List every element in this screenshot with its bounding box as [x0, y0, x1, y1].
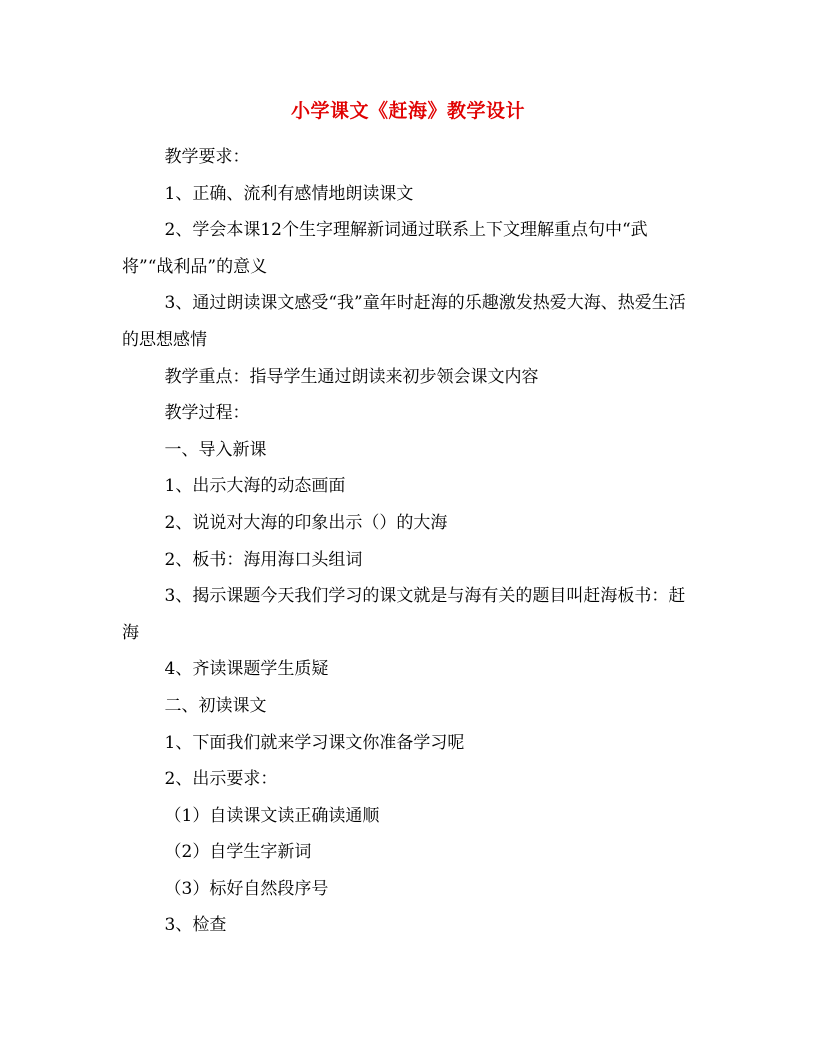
- paragraph-step-1-1: 1、出示大海的动态画面: [164, 476, 346, 497]
- paragraph-step-2-3: 3、检查: [164, 915, 227, 936]
- document-body: [122, 139, 694, 944]
- paragraph-teaching-requirements-heading: 教学要求：: [164, 147, 250, 167]
- paragraph-step-2-1: 1、下面我们就来学习课文你准备学习呢: [164, 732, 465, 753]
- paragraph-requirement-3: 3、通过朗读课文感受“我”童年时赶海的乐趣激发热爱大海、热爱生活的思想感情: [122, 293, 686, 350]
- paragraph-substep-1: （1）自读课文读正确读通顺: [164, 805, 380, 826]
- paragraph-step-1-2: 2、说说对大海的印象出示（）的大海: [164, 512, 448, 533]
- paragraph-substep-2: （2）自学生字新词: [164, 842, 312, 863]
- paragraph-step-1-2b: 2、板书：海用海口头组词: [164, 549, 363, 570]
- document-title: 小学课文《赶海》教学设计: [290, 100, 525, 122]
- paragraph-section-2-heading: 二、初读课文: [164, 695, 267, 716]
- paragraph-step-1-3: 3、揭示课题今天我们学习的课文就是与海有关的题目叫赶海板书：赶海: [122, 586, 686, 643]
- paragraph-requirement-1: 1、正确、流利有感情地朗读课文: [164, 183, 414, 204]
- paragraph-section-1-heading: 一、导入新课: [164, 439, 267, 460]
- paragraph-teaching-focus: 教学重点：指导学生通过朗读来初步领会课文内容: [164, 366, 539, 387]
- paragraph-requirement-2: 2、学会本课12个生字理解新词通过联系上下文理解重点句中“武将”“战利品”的意义: [122, 220, 648, 277]
- paragraph-step-2-2: 2、出示要求：: [164, 769, 278, 790]
- paragraph-step-1-4: 4、齐读课题学生质疑: [164, 659, 329, 680]
- paragraph-substep-3: （3）标好自然段序号: [164, 878, 329, 899]
- paragraph-teaching-process-heading: 教学过程：: [164, 403, 250, 424]
